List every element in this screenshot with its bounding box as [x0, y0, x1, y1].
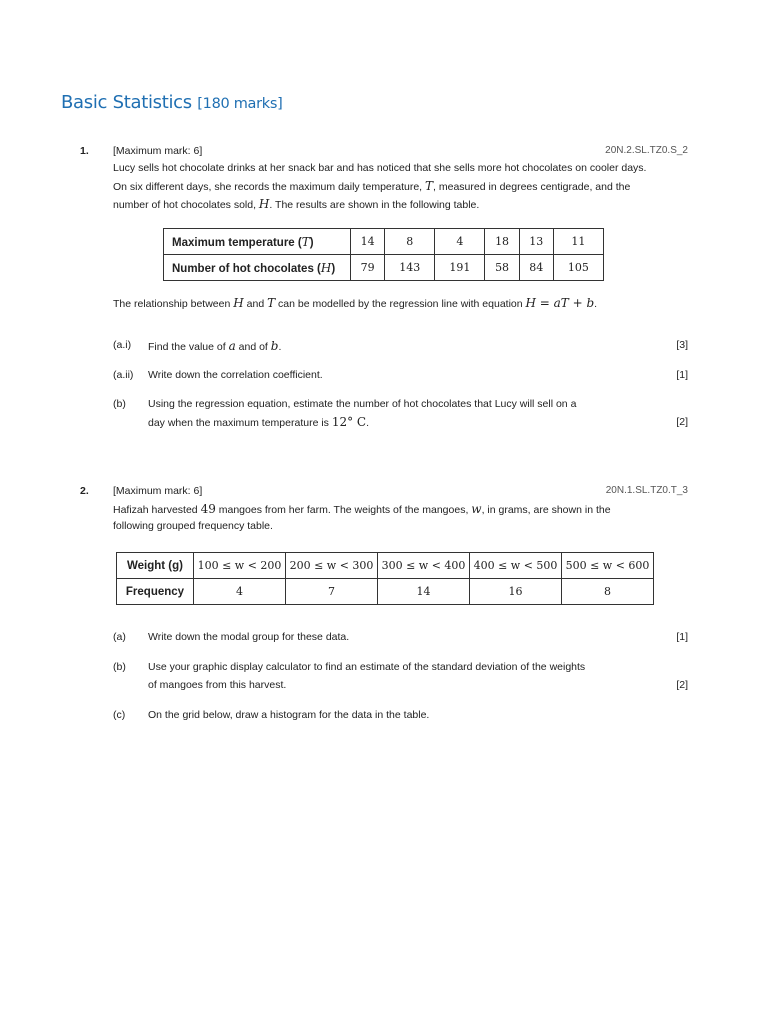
row-header-weight: Weight (g)	[117, 553, 194, 579]
question-number: 1.	[80, 145, 89, 157]
part-b-text-line-2: of mangoes from this harvest.	[148, 679, 287, 691]
part-label: (b)	[113, 398, 126, 410]
stem-line-3: number of hot chocolates sold, H. The results are shown in the following table.	[113, 197, 480, 211]
part-b-text-line-2: day when the maximum temperature is 12° C.	[148, 415, 370, 429]
part-a-text: Write down the modal group for these data.	[148, 631, 350, 643]
table-cell: 4	[435, 229, 485, 255]
title-marks: [180 marks]	[197, 96, 283, 112]
table-cell: 191	[435, 255, 485, 281]
part-mark: [2]	[676, 679, 688, 691]
title-text: Basic Statistics	[61, 92, 192, 113]
stem-line-1: Lucy sells hot chocolate drinks at her snack bar and has noticed that she sells more hot chocolates on cooler days.	[113, 162, 647, 174]
table-row	[164, 255, 604, 281]
part-a-ii-text: Write down the correlation coefficient.	[148, 369, 323, 381]
row-header-hot-chocolates: Number of hot chocolates (H)	[164, 255, 351, 281]
part-mark: [1]	[676, 369, 688, 381]
mango-weight-table	[116, 552, 654, 605]
table-cell: 143	[385, 255, 435, 281]
table-cell: 14	[378, 579, 470, 605]
question-number: 2.	[80, 485, 89, 497]
question-code: 20N.1.SL.TZ0.T_3	[605, 485, 688, 496]
max-mark: [Maximum mark: 6]	[113, 145, 203, 157]
table-cell: 4	[194, 579, 286, 605]
stem-line-2: On six different days, she records the maximum daily temperature, T, measured in degrees centigrade, and the	[113, 179, 631, 193]
row-header-temperature: Maximum temperature (T)	[164, 229, 351, 255]
part-mark: [1]	[676, 631, 688, 643]
part-b-text-line-1: Use your graphic display calculator to find an estimate of the standard deviation of the weights	[148, 661, 586, 673]
table-cell: 18	[485, 229, 519, 255]
part-b-text-line-1: Using the regression equation, estimate the number of hot chocolates that Lucy will sell on a	[148, 398, 577, 410]
table-cell: 400 ≤ w < 500	[470, 553, 562, 579]
stem-line-1: Hafizah harvested 49 mangoes from her farm. The weights of the mangoes, w, in grams, are shown in the	[113, 502, 611, 516]
part-label: (b)	[113, 661, 126, 673]
table-cell: 300 ≤ w < 400	[378, 553, 470, 579]
part-c-text: On the grid below, draw a histogram for the data in the table.	[148, 709, 430, 721]
table-cell: 84	[519, 255, 553, 281]
table-row	[117, 553, 654, 579]
table-cell: 100 ≤ w < 200	[194, 553, 286, 579]
part-mark: [2]	[676, 416, 688, 428]
part-a-i-text: Find the value of a and of b.	[148, 339, 282, 353]
table-cell: 200 ≤ w < 300	[286, 553, 378, 579]
table-cell: 16	[470, 579, 562, 605]
table-cell: 8	[385, 229, 435, 255]
part-mark: [3]	[676, 339, 688, 351]
table-cell: 8	[562, 579, 654, 605]
stem-line-2: following grouped frequency table.	[113, 520, 273, 532]
table-cell: 14	[351, 229, 385, 255]
table-cell: 11	[553, 229, 603, 255]
regression-statement: The relationship between H and T can be modelled by the regression line with equation H = aT + b.	[113, 296, 598, 310]
row-header-frequency: Frequency	[117, 579, 194, 605]
temperature-table	[163, 228, 604, 281]
table-cell: 500 ≤ w < 600	[562, 553, 654, 579]
max-mark: [Maximum mark: 6]	[113, 485, 203, 497]
part-label: (c)	[113, 709, 126, 721]
table-cell: 79	[351, 255, 385, 281]
table-cell: 58	[485, 255, 519, 281]
table-row	[164, 229, 604, 255]
part-label: (a.ii)	[113, 369, 134, 381]
page-title	[61, 92, 283, 113]
table-cell: 13	[519, 229, 553, 255]
table-cell: 105	[553, 255, 603, 281]
table-row	[117, 579, 654, 605]
part-label: (a)	[113, 631, 126, 643]
part-label: (a.i)	[113, 339, 132, 351]
question-code: 20N.2.SL.TZ0.S_2	[605, 145, 688, 156]
table-cell: 7	[286, 579, 378, 605]
